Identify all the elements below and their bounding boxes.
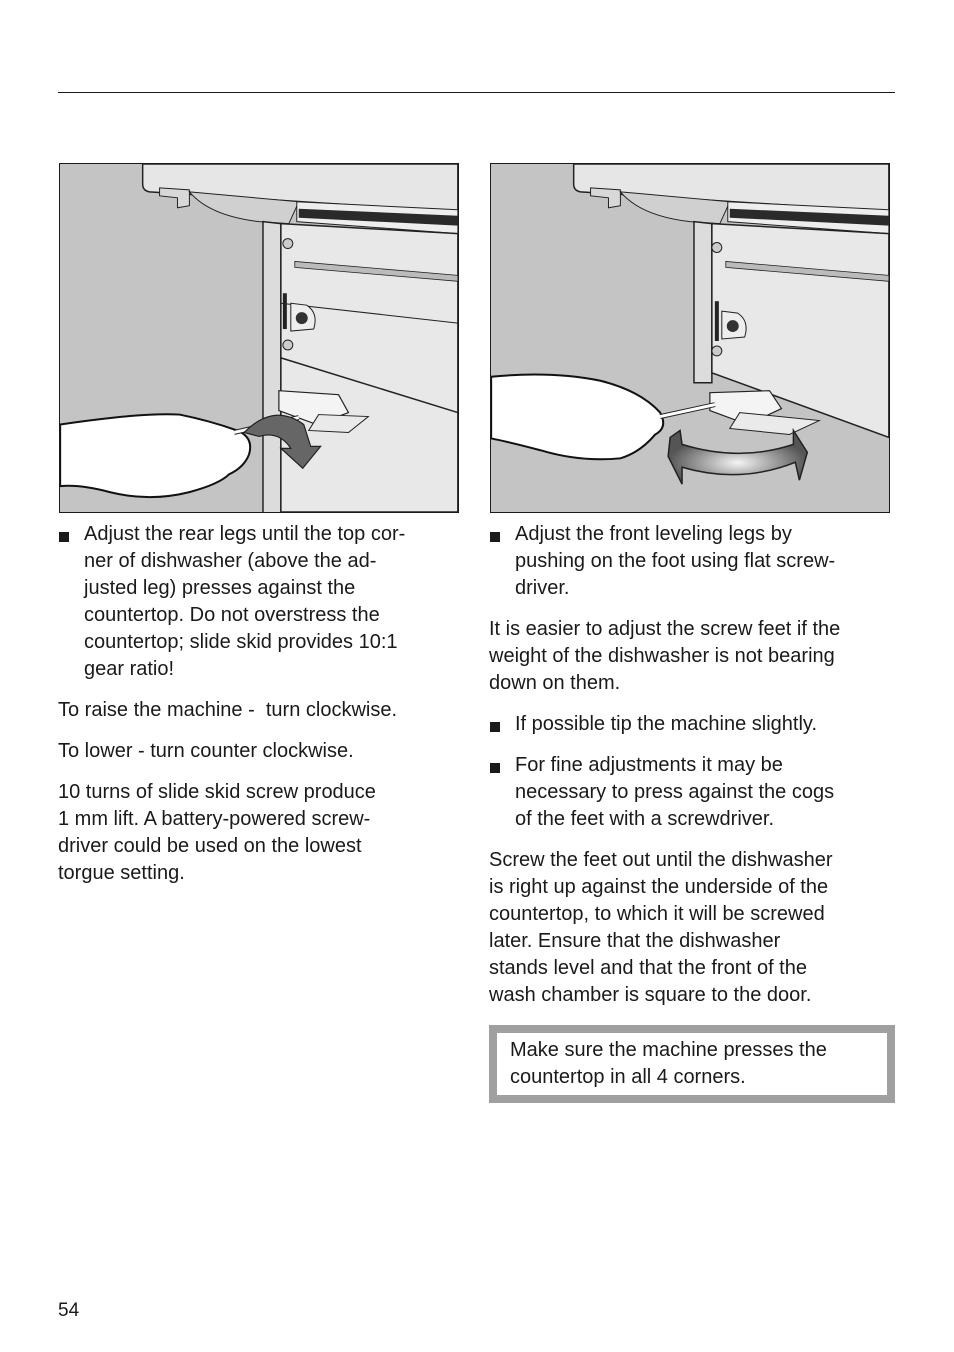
note-line: Make sure the machine presses the <box>510 1039 827 1061</box>
bullet-tip-machine <box>489 711 889 738</box>
text-line: necessary to press against the cogs <box>515 781 835 803</box>
figure-front-leg-adjustment <box>490 163 890 513</box>
text-line: It is easier to adjust the screw feet if the <box>489 618 841 640</box>
text-line: gear ratio! <box>84 658 175 680</box>
para-easier <box>489 616 889 697</box>
text-line: pushing on the foot using flat screw- <box>515 550 836 572</box>
text-line: Adjust the front leveling legs by <box>515 523 792 545</box>
bullet-fine-adjustments <box>489 752 889 833</box>
text-line: 1 mm lift. A battery-powered screw- <box>58 808 371 830</box>
bullet-square-icon <box>490 532 500 542</box>
text-line: countertop, to which it will be screwed <box>489 903 825 925</box>
note-line: countertop in all 4 corners. <box>510 1066 746 1088</box>
text-line: is right up against the underside of the <box>489 876 829 898</box>
bullet-square-icon <box>490 722 500 732</box>
text-line: 10 turns of slide skid screw produce <box>58 781 376 803</box>
para-lower: To lower - turn counter clockwise. <box>58 740 354 762</box>
text-line: Adjust the rear legs until the top cor- <box>84 523 406 545</box>
page-number: 54 <box>58 1300 80 1321</box>
para-turns <box>58 779 458 887</box>
text-line: If possible tip the machine slightly. <box>515 713 818 735</box>
text-line: later. Ensure that the dishwasher <box>489 930 781 952</box>
header-rule <box>58 92 895 93</box>
text-line: Screw the feet out until the dishwasher <box>489 849 833 871</box>
para-raise: To raise the machine - turn clockwise. <box>58 699 398 721</box>
bullet-square-icon <box>490 763 500 773</box>
text-line: of the feet with a screwdriver. <box>515 808 775 830</box>
bullet-rear-legs <box>58 521 458 683</box>
text-line: driver could be used on the lowest <box>58 835 362 857</box>
text-line: torgue setting. <box>58 862 185 884</box>
text-line: justed leg) presses against the <box>84 577 356 599</box>
rear-leg-illustration <box>60 164 458 512</box>
figure-rear-leg-adjustment <box>59 163 459 513</box>
text-line: down on them. <box>489 672 621 694</box>
text-line: driver. <box>515 577 570 599</box>
text-line: For fine adjustments it may be <box>515 754 783 776</box>
text-line: countertop. Do not overstress the <box>84 604 380 626</box>
text-line: ner of dishwasher (above the ad- <box>84 550 377 572</box>
front-leg-illustration <box>491 164 889 512</box>
left-column <box>58 521 458 901</box>
para-screw-feet <box>489 847 889 1009</box>
note-box <box>489 1025 895 1103</box>
right-column <box>489 521 889 1023</box>
text-line: stands level and that the front of the <box>489 957 807 979</box>
bullet-front-legs <box>489 521 889 602</box>
text-line: countertop; slide skid provides 10:1 <box>84 631 398 653</box>
bullet-square-icon <box>59 532 69 542</box>
text-line: weight of the dishwasher is not bearing <box>489 645 835 667</box>
text-line: wash chamber is square to the door. <box>489 984 812 1006</box>
